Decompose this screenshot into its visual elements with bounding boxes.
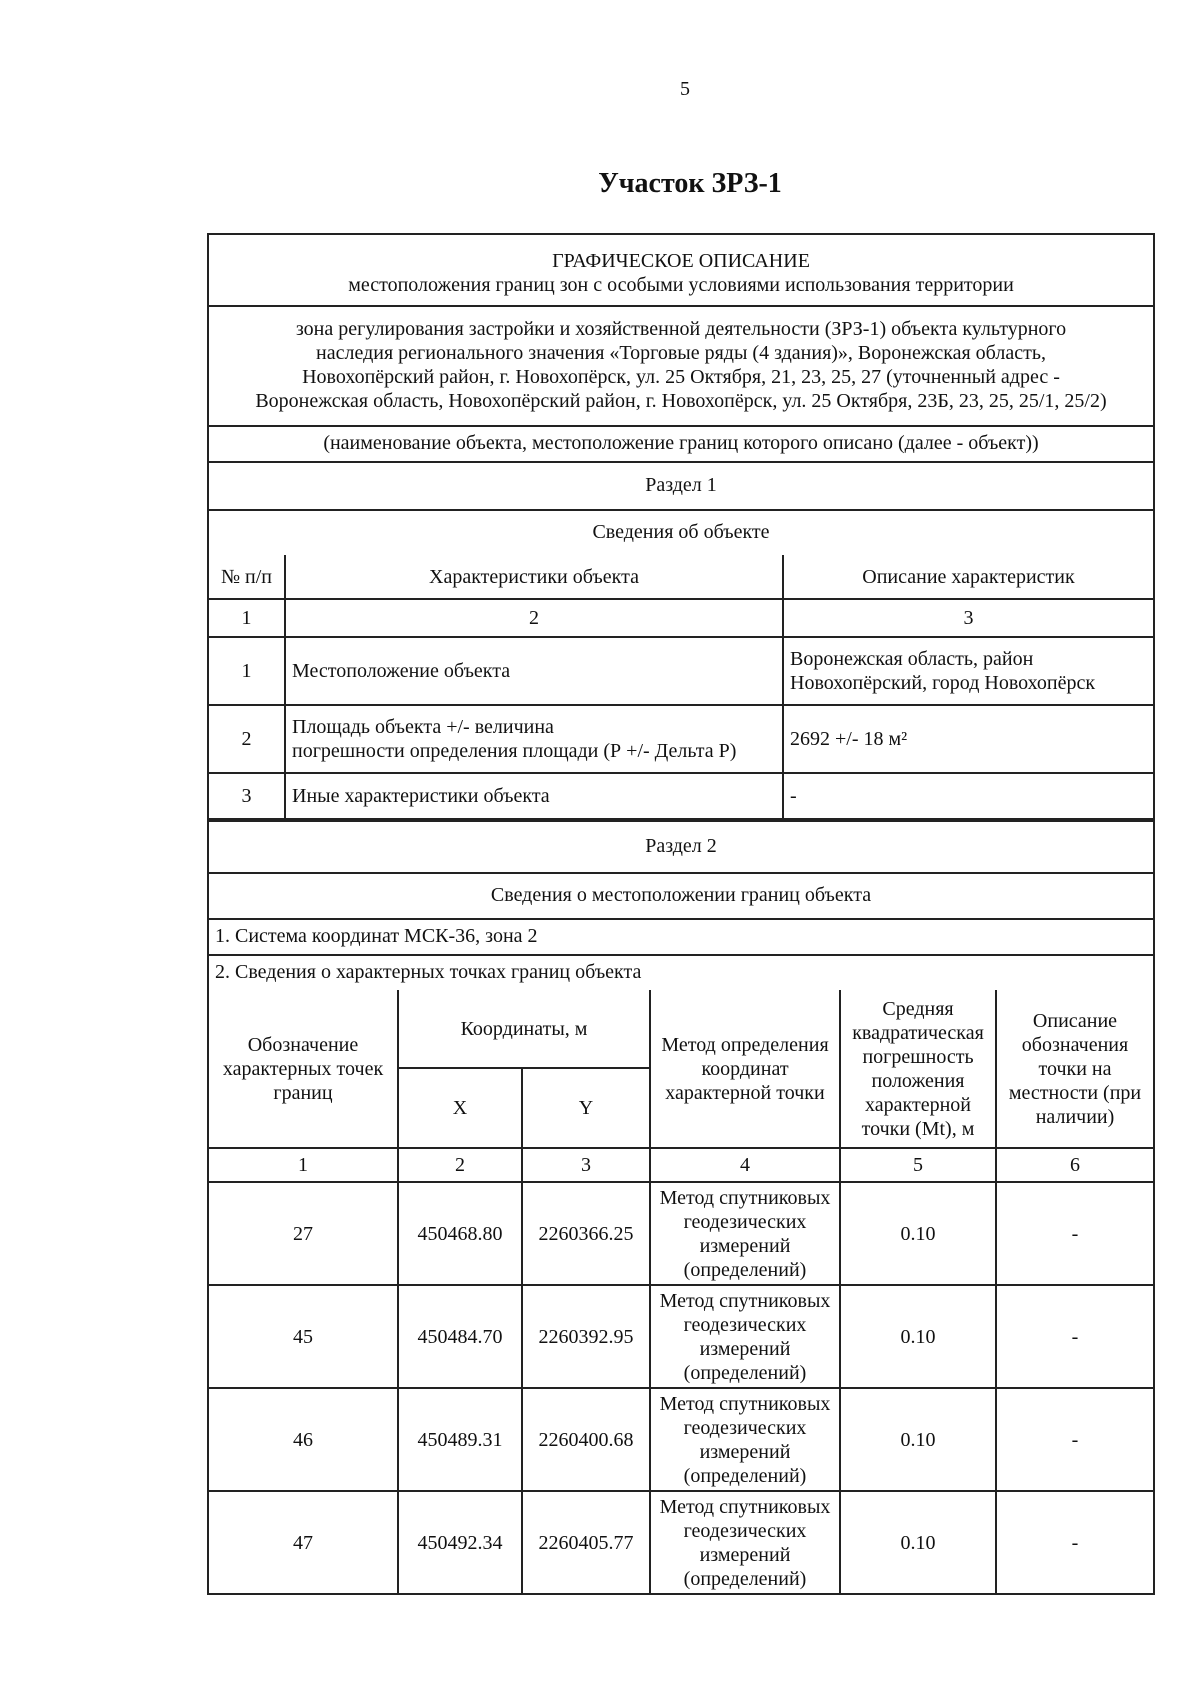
method-line: геодезических [683,1313,807,1336]
title-line: ГРАФИЧЕСКОЕ ОПИСАНИЕ [552,250,810,272]
method-line: Метод спутниковых [659,1186,831,1209]
point-id: 45 [208,1285,398,1388]
point-x: 450492.34 [398,1491,522,1594]
table-row [208,1388,1154,1491]
header-line: характерных точек [222,1057,384,1080]
column-number: 3 [783,599,1154,637]
header-line: наличии) [1035,1105,1115,1128]
point-description: - [996,1182,1154,1285]
point-x: 450468.80 [398,1182,522,1285]
row-description: - [783,773,1154,819]
column-number: 1 [208,1148,398,1182]
object-name-block [207,305,1155,425]
header-line: местности (при [1008,1081,1142,1104]
name-line: Площадь объекта +/- величина [292,716,554,738]
table-row [208,637,1154,705]
description-line: Новохопёрский, город Новохопёрск [790,672,1096,694]
header-line: Описание [1032,1009,1118,1032]
header-line: координат [701,1057,789,1080]
point-method [650,1388,840,1491]
x-header: X [398,1068,522,1148]
point-x: 450489.31 [398,1388,522,1491]
header-line: обозначения [1021,1033,1129,1056]
method-header [650,990,840,1148]
point-method [650,1491,840,1594]
coordinate-system: 1. Система координат МСК-36, зона 2 [207,918,1155,954]
column-number-row [208,1148,1154,1182]
object-name-line: Воронежская область, Новохопёрский район, г. Новохопёрск, ул. 25 Октября, 23Б, 23, 25, 25/1, 25/2) [255,390,1107,412]
header-line: погрешность [862,1045,974,1068]
point-y: 2260392.95 [522,1285,650,1388]
coordinates-header: Координаты, м [398,990,650,1068]
row-name [285,705,783,773]
point-error: 0.10 [840,1285,996,1388]
point-description: - [996,1388,1154,1491]
column-number: 3 [522,1148,650,1182]
table-header-row [208,555,1154,599]
method-line: (определений) [683,1464,807,1487]
point-y: 2260366.25 [522,1182,650,1285]
header-line: квадратическая [852,1021,984,1044]
method-line: геодезических [683,1416,807,1439]
row-number: 2 [208,705,285,773]
method-line: Метод спутниковых [659,1495,831,1518]
method-line: Метод спутниковых [659,1392,831,1415]
column-number: 4 [650,1148,840,1182]
point-description: - [996,1491,1154,1594]
column-header: Характеристики объекта [285,555,783,599]
table-row [208,1491,1154,1594]
column-number: 2 [398,1148,522,1182]
point-y: 2260405.77 [522,1491,650,1594]
row-number: 1 [208,637,285,705]
method-line: (определений) [683,1258,807,1281]
table-header-row [208,990,1154,1068]
row-number: 3 [208,773,285,819]
method-line: Метод спутниковых [659,1289,831,1312]
point-error: 0.10 [840,1491,996,1594]
point-method [650,1182,840,1285]
point-error: 0.10 [840,1182,996,1285]
header-line: положения [871,1069,965,1092]
header-line: характерной [865,1093,971,1116]
header-line: точки (Mt), м [861,1117,975,1140]
method-line: измерений [699,1337,791,1360]
error-header [840,990,996,1148]
point-id: 47 [208,1491,398,1594]
table-row [208,1182,1154,1285]
table-row [208,773,1154,819]
column-number-row [208,599,1154,637]
table-row [208,705,1154,773]
point-method [650,1285,840,1388]
description-line: Воронежская область, район [790,648,1034,670]
description-frame [207,233,1155,1595]
title-block [207,233,1155,305]
object-info-table [207,555,1155,820]
method-line: измерений [699,1543,791,1566]
page-heading: Участок ЗРЗ-1 [598,168,782,199]
row-description: 2692 +/- 18 м² [783,705,1154,773]
name-line: погрешности определения площади (Р +/- Дельта Р) [292,740,737,762]
page-number: 5 [680,78,690,100]
object-name-line: Новохопёрский район, г. Новохопёрск, ул. 25 Октября, 21, 23, 25, 27 (уточненный адрес - [302,366,1060,388]
column-number: 1 [208,599,285,637]
section2-title: Раздел 2 [207,820,1155,872]
method-line: геодезических [683,1519,807,1542]
subtitle-line: местоположения границ зон с особыми условиями использования территории [348,274,1014,296]
y-header: Y [522,1068,650,1148]
column-header: Описание характеристик [783,555,1154,599]
description-header [996,990,1154,1148]
method-line: геодезических [683,1210,807,1233]
row-name: Иные характеристики объекта [285,773,783,819]
column-number: 6 [996,1148,1154,1182]
row-description [783,637,1154,705]
object-name-line: зона регулирования застройки и хозяйственной деятельности (ЗРЗ-1) объекта культурного [295,318,1067,340]
table-row [208,1285,1154,1388]
object-name-line: наследия регионального значения «Торговые ряды (4 здания)», Воронежская область, [316,342,1046,364]
points-title: 2. Сведения о характерных точках границ объекта [207,954,1155,990]
point-error: 0.10 [840,1388,996,1491]
object-caption: (наименование объекта, местоположение границ которого описано (далее - объект)) [207,425,1155,461]
row-name: Местоположение объекта [285,637,783,705]
header-line: точки на [1038,1057,1112,1080]
header-line: Средняя [882,997,954,1020]
method-line: измерений [699,1234,791,1257]
points-table [207,990,1155,1595]
method-line: (определений) [683,1361,807,1384]
point-id: 27 [208,1182,398,1285]
column-header: № п/п [208,555,285,599]
header-line: Метод определения [661,1033,829,1056]
header-line: характерной точки [665,1081,825,1104]
section1-subtitle: Сведения об объекте [207,509,1155,555]
method-line: (определений) [683,1567,807,1590]
point-x: 450484.70 [398,1285,522,1388]
method-line: измерений [699,1440,791,1463]
designation-header [208,990,398,1148]
section2-subtitle: Сведения о местоположении границ объекта [207,872,1155,918]
header-line: границ [273,1081,333,1104]
section1-title: Раздел 1 [207,461,1155,509]
column-number: 5 [840,1148,996,1182]
header-line: Обозначение [247,1033,359,1056]
column-number: 2 [285,599,783,637]
point-id: 46 [208,1388,398,1491]
point-description: - [996,1285,1154,1388]
point-y: 2260400.68 [522,1388,650,1491]
